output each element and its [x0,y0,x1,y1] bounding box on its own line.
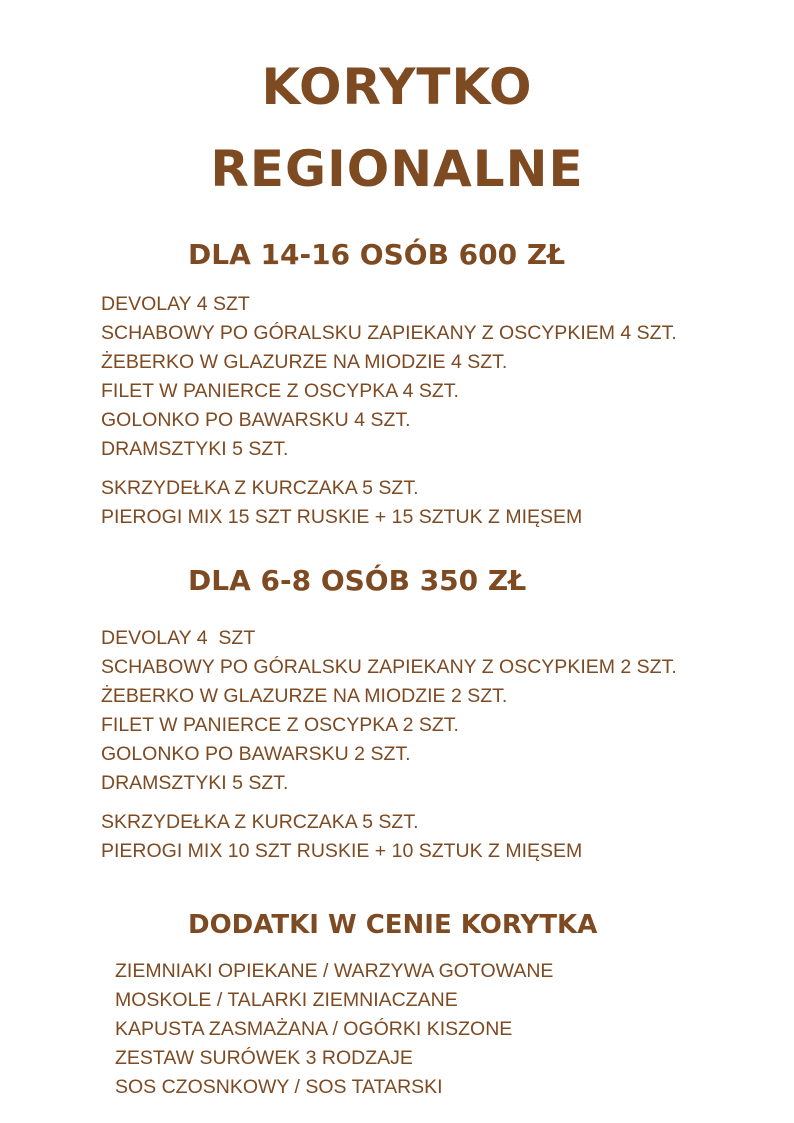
list-item: ZIEMNIAKI OPIEKANE / WARZYWA GOTOWANE [115,960,554,982]
list-item: GOLONKO PO BAWARSKU 4 SZT. [101,409,411,431]
list-item: SCHABOWY PO GÓRALSKU ZAPIEKANY Z OSCYPKIEM 2 SZT. [101,656,677,678]
list-item: ŻEBERKO W GLAZURZE NA MIODZIE 4 SZT. [101,351,508,373]
list-item: DEVOLAY 4 SZT [101,293,250,315]
page-title-line-2: REGIONALNE [210,140,584,198]
section-heading-14-16: DLA 14-16 OSÓB 600 ZŁ [188,238,566,271]
menu-list-6-8-main [101,624,677,798]
list-item: PIEROGI MIX 15 SZT RUSKIE + 15 SZTUK Z MIĘSEM [101,506,583,528]
list-item: MOSKOLE / TALARKI ZIEMNIACZANE [115,989,458,1011]
list-item: SKRZYDEŁKA Z KURCZAKA 5 SZT. [101,811,419,833]
list-item: SOS CZOSNKOWY / SOS TATARSKI [115,1076,443,1098]
list-item: ŻEBERKO W GLAZURZE NA MIODZIE 2 SZT. [101,685,508,707]
list-item: GOLONKO PO BAWARSKU 2 SZT. [101,743,411,765]
list-item: PIEROGI MIX 10 SZT RUSKIE + 10 SZTUK Z MIĘSEM [101,840,583,862]
menu-list-14-16-main [101,290,677,464]
list-item: FILET W PANIERCE Z OSCYPKA 2 SZT. [101,714,459,736]
list-item: SKRZYDEŁKA Z KURCZAKA 5 SZT. [101,477,419,499]
list-item: DRAMSZTYKI 5 SZT. [101,772,289,794]
section-heading-extras: DODATKI W CENIE KORYTKA [188,910,598,940]
list-item: KAPUSTA ZASMAŻANA / OGÓRKI KISZONE [115,1018,513,1040]
list-item: ZESTAW SURÓWEK 3 RODZAJE [115,1047,413,1069]
list-item: SCHABOWY PO GÓRALSKU ZAPIEKANY Z OSCYPKIEM 4 SZT. [101,322,677,344]
section-heading-6-8: DLA 6-8 OSÓB 350 ZŁ [188,564,527,597]
page-title-line-1: KORYTKO [261,58,533,116]
menu-list-6-8-extra [101,808,582,866]
list-item: DEVOLAY 4 SZT [101,627,256,649]
list-item: DRAMSZTYKI 5 SZT. [101,438,289,460]
extras-list [115,957,553,1102]
menu-list-14-16-extra [101,474,582,532]
list-item: FILET W PANIERCE Z OSCYPKA 4 SZT. [101,380,459,402]
